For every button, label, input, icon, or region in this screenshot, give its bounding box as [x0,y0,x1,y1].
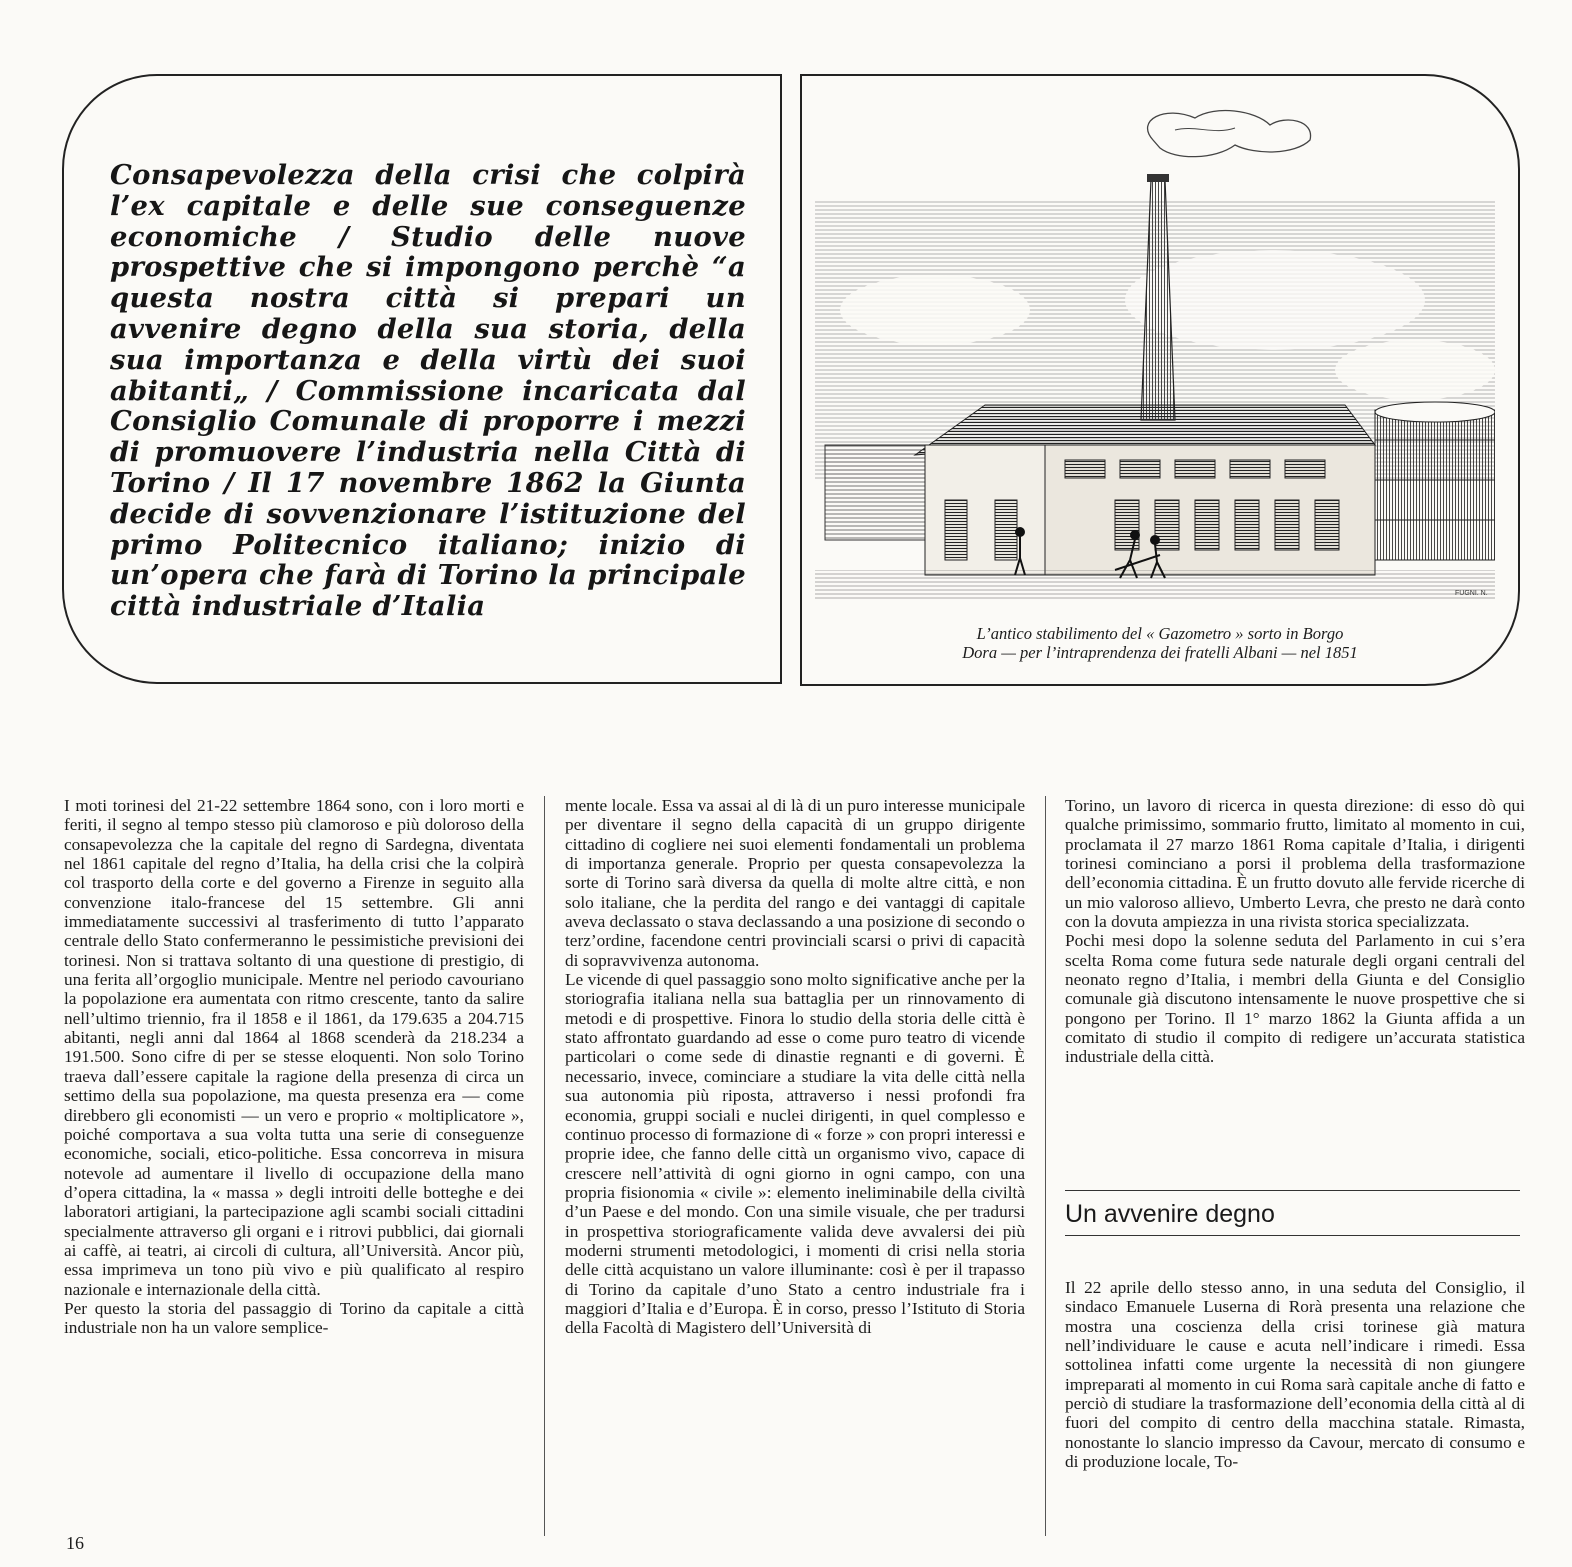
column-rule [1045,796,1046,1536]
figure-caption [800,624,1520,662]
engraver-signature: FUGNI. N. [1455,590,1488,597]
paragraph: Pochi mesi dopo la solenne seduta del Parlamento in cui s’era scelta Roma come futura sede naturale degli organi centrali del neonato regno d’Italia, i membri della Giunta e del Consiglio comunale già discutono intensamente le nuove prospettive che si pongono per Torino. Il 1° marzo 1862 la Giunta affida a un comitato di studio il compito di redigere un’accurata statistica industriale della città. [1065,931,1525,1067]
paragraph: Per questo la storia del passaggio di Torino da capitale a città industriale non ha un valore semplice- [64,1298,524,1338]
caption-line-2: Dora — per l’intraprendenza dei fratelli Albani — nel 1851 [962,643,1358,662]
column-rule [544,796,545,1536]
paragraph: mente locale. Essa va assai al di là di un puro interesse municipale per diventare il segno della capacità di un gruppo dirigente cittadino di cogliere nei suoi elementi fondamentali un problema di importanza generale. Proprio per questa consapevolezza la sorte di Torino sarà diversa da quella di molte altre città, e non solo italiane, che la perdita del rango e dei vantaggi di capitale aveva declassato o stava declassando a una posizione di secondo o terz’ordine, facendone centri provinciali scarsi o privi di capacità di sopravvivenza autonoma. [565,796,1025,970]
body-column-1 [64,796,524,1338]
paragraph: I moti torinesi del 21-22 settembre 1864 sono, con i loro morti e feriti, il segno al tempo stesso più clamoroso e più doloroso della consapevolezza che la capitale del regno di Sardegna, diventata nel 1861 capitale del regno d’Italia, ha della crisi che la colpirà col trasporto della corte e del governo a Firenze in seguito alla convenzione italo-francese del 15 settembre. Gli anni immediatamente successivi al trasferimento di tutto l’apparato centrale dello Stato confermeranno le pessimistiche previsioni dei torinesi. Non si trattava soltanto di una questione di prestigio, di una ferita all’orgoglio municipale. Mentre nel periodo cavouriano la popolazione era aumentata con ritmo crescente, tanto da salire nell’ultimo triennio, fra il 1858 e il 1861, da 179.635 a 204.715 abitanti, negli anni dal 1864 al 1868 scenderà da 218.234 a 191.500. Sono cifre di per se stesse eloquenti. Non solo Torino traeva dall’essere capitale la ragione della presenza di circa un settimo della sua popolazione, ma questa presenza era — come direbbero gli economisti — un vero e proprio « moltiplicatore », poiché comportava a sua volta tutta una serie di conseguenze economiche, sociali, etico-politiche. Essa concorreva in misura notevole ad aumentare il livello di occupazione della mano d’opera cittadina, la « massa » degli introiti delle botteghe e dei laboratori artigiani, la partecipazione agli scambi sociali cittadini specialmente attraverso gli organi e i ritrovi pubblici, dai giornali ai caffè, ai teatri, ai circoli di cultura, all’Università. Ancor più, essa imprimeva un tono più vivo e più qualificato al respiro nazionale e internazionale della città. [64,796,524,1299]
caption-line-1: L’antico stabilimento del « Gazometro » sorto in Borgo [976,624,1344,643]
headline: Consapevolezza della crisi che colpirà l’ex capitale e delle sue conseguenze economiche / Studio delle nuove prospettive che si impongono perchè “a questa nostra città si prepari un avvenire degno della sua storia, della sua importanza e della virtù dei suoi abitanti„ / Commissione incaricata dal Consiglio Comunale di proporre i mezzi di promuovere l’industria nella Città di Torino / Il 17 novembre 1862 la Giunta decide di sovvenzionare l’istituzione del primo Politecnico italiano; inizio di un’opera che farà di Torino la principale città industriale d’Italia [110,159,746,623]
page-number: 16 [66,1533,84,1553]
paragraph: Torino, un lavoro di ricerca in questa direzione: di esso dò qui qualche primissimo, sommario frutto, limitato al momento in cui, proclamata il 27 marzo 1861 Roma capitale d’Italia, i dirigenti torinesi cominciano a porsi il problema della trasformazione dell’economia cittadina. È un frutto dovuto alle fervide ricerche di un mio valoroso allievo, Umberto Levra, che presto ne darà conto con la dovuta ampiezza in una rivista storica specializzata. [1065,796,1525,932]
gasworks-engraving [815,100,1495,600]
body-column-3-continued [1065,1278,1525,1471]
body-column-3 [1065,796,1525,1067]
section-heading: Un avvenire degno [1065,1190,1520,1236]
paragraph: Il 22 aprile dello stesso anno, in una seduta del Consiglio, il sindaco Emanuele Luserna di Rorà presenta una relazione che mostra una coscienza della crisi torinese già matura nell’individuare le cause e acuta nell’indicare i rimedi. Essa sottolinea infatti come urgente la necessità di non giungere impreparati al momento in cui Roma sarà capitale anche di fatto e perciò di studiare la trasformazione dell’economia della città al di fuori del compito di centro della macchina statale. Rimasta, nonostante lo slancio impresso da Cavour, mercato di consumo e di produzione locale, To- [1065,1278,1525,1472]
paragraph: Le vicende di quel passaggio sono molto significative anche per la storiografia italiana nella sua battaglia per un rinnovamento di metodi e di prospettive. Finora lo studio della storia delle città è stato affrontato guardando ad esse o come puro teatro di vicende particolari o come sede di dinastie regnanti e di governi. È necessario, invece, cominciare a studiare la vita delle città nella sua autonomia più riposta, attraverso i nessi profondi fra economia, gruppi sociali e nuclei dirigenti, in quel complesso e continuo processo di formazione di « forze » con propri interessi e proprie idee, che fanno delle città un organismo vivo, capace di crescere nell’attività di ogni giorno in ogni campo, con una propria fisionomia « civile »: elemento ineliminabile della civiltà d’un Paese e del mondo. Con una simile visuale, che per tradursi in prospettiva storiograficamente valida deve avvalersi dei più moderni strumenti metodologici, i momenti di crisi nella storia delle città acquistano un valore illuminante: così è per il trapasso di Torino da capitale d’uno Stato a centro industriale fra i maggiori d’Italia e d’Europa. È in corso, presso l’Istituto di Storia della Facoltà di Magistero dell’Università di [565,970,1025,1338]
body-column-2 [565,796,1025,1338]
